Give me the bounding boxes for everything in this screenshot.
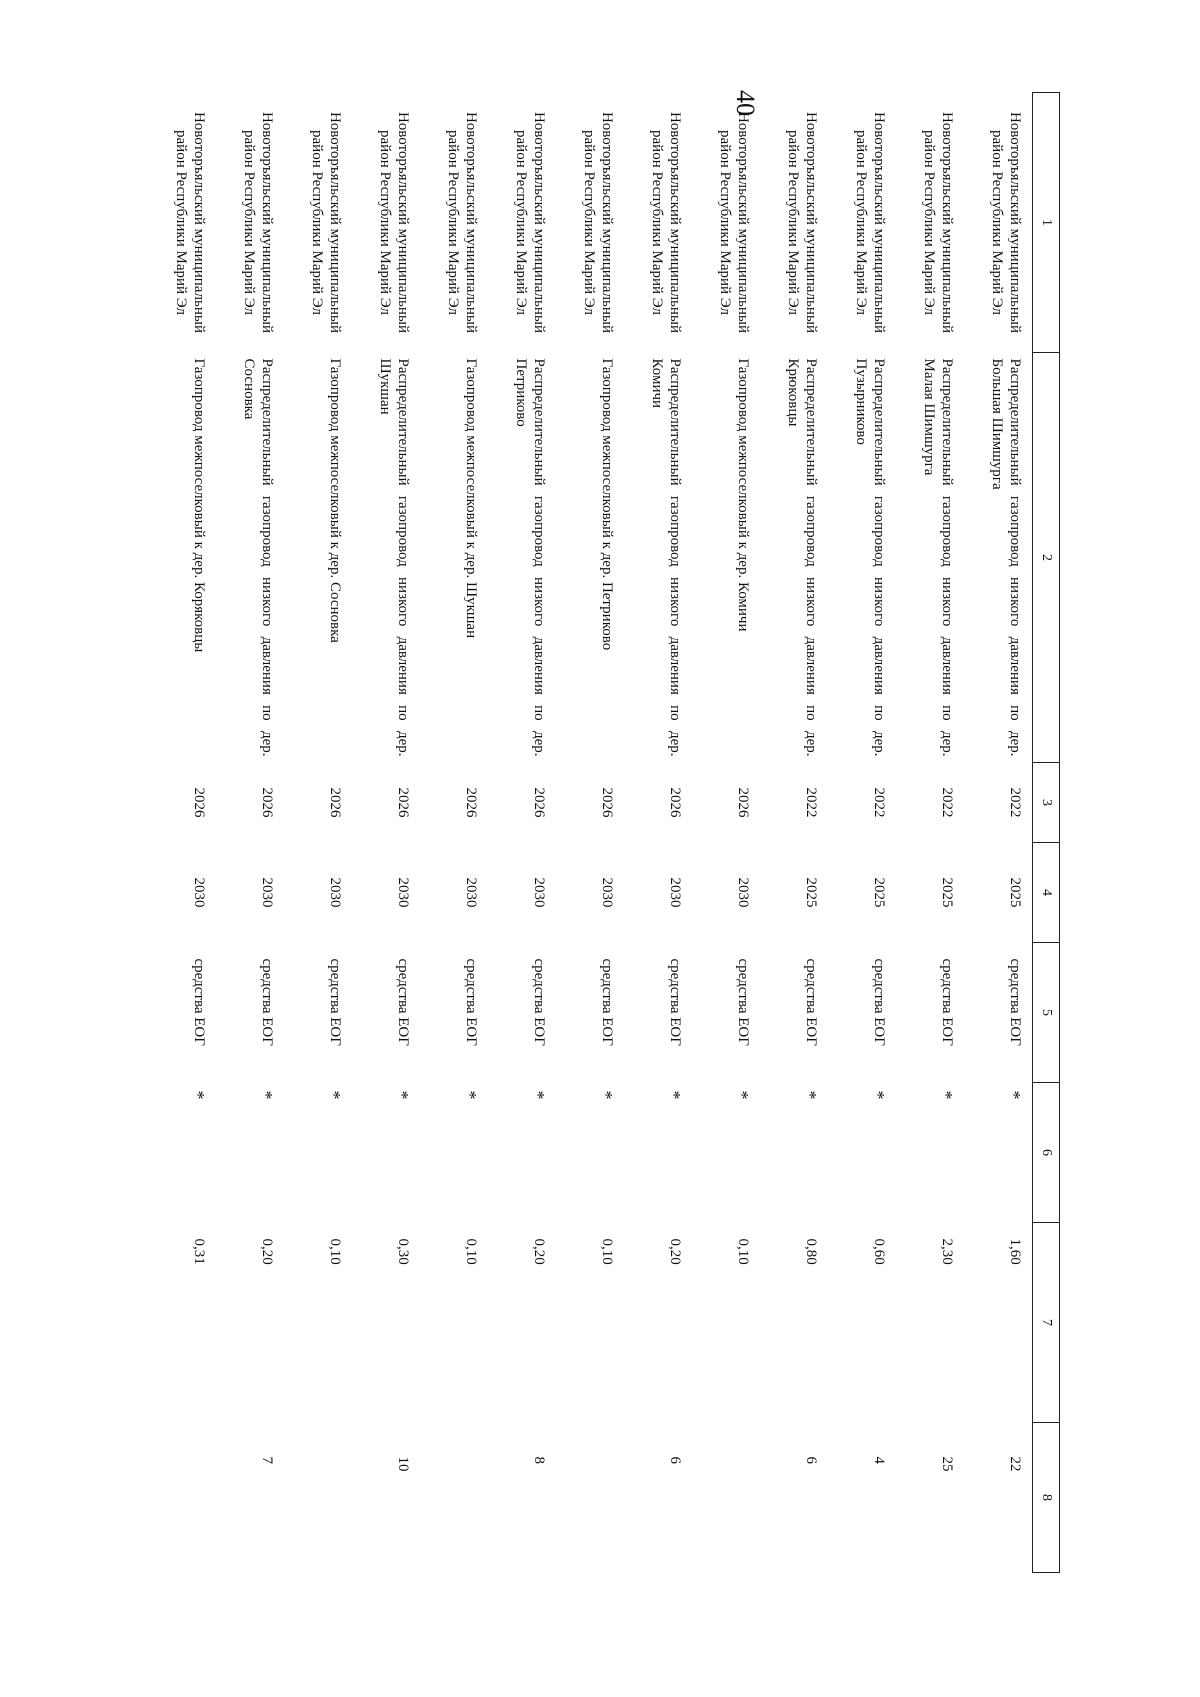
district-cell: Новоторъяльский муниципальный район Республики Марий Эл (853, 111, 887, 334)
length-cell: 0,20 (531, 1238, 547, 1265)
length-cell: 2,30 (939, 1238, 955, 1265)
start-year-cell: 2026 (327, 787, 343, 818)
table-body (148, 93, 1033, 1573)
object-cell: Распределительный газопровод низкого давления по дер. Шукшан (377, 358, 411, 757)
object-cell: Распределительный газопровод низкого давления по дер. Крюковцы (785, 358, 819, 757)
object-cell: Распределительный газопровод низкого давления по дер. Большая Шимшурга (989, 358, 1023, 757)
count-cell: 8 (531, 1456, 547, 1464)
count-cell (556, 1423, 624, 1573)
end-year-cell: 2030 (599, 877, 615, 908)
funding-source-cell: средства ЕОГ (939, 958, 955, 1046)
funding-source-cell: средства ЕОГ (803, 958, 819, 1046)
funding-source-cell: средства ЕОГ (395, 958, 411, 1046)
column-header: 3 (1033, 763, 1060, 843)
table-row (352, 93, 420, 1573)
end-year-cell: 2030 (735, 877, 751, 908)
count-cell (148, 1423, 216, 1573)
object-cell: Распределительный газопровод низкого давления по дер. Петриково (513, 358, 547, 757)
funding-source-cell: средства ЕОГ (599, 958, 615, 1046)
funding-source-cell: средства ЕОГ (463, 958, 479, 1046)
table-row (692, 93, 760, 1573)
district-cell: Новоторъяльский муниципальный район Республики Марий Эл (513, 111, 547, 334)
table-row (828, 93, 896, 1573)
length-cell: 0,31 (191, 1238, 207, 1265)
length-cell: 0,30 (395, 1238, 411, 1265)
table-row (964, 93, 1033, 1573)
column-number-row (1033, 93, 1060, 1573)
length-cell: 0,10 (463, 1238, 479, 1265)
district-cell: Новоторъяльский муниципальный район Республики Марий Эл (445, 111, 479, 334)
count-cell (692, 1423, 760, 1573)
column-header: 8 (1033, 1423, 1060, 1573)
table-row (896, 93, 964, 1573)
start-year-cell: 2022 (803, 787, 819, 818)
mark-cell: * (868, 1090, 888, 1100)
gas-pipeline-table (148, 92, 1060, 1573)
start-year-cell: 2026 (191, 787, 207, 818)
district-cell: Новоторъяльский муниципальный район Республики Марий Эл (241, 111, 275, 334)
table-row (488, 93, 556, 1573)
mark-cell: * (596, 1090, 616, 1100)
end-year-cell: 2025 (803, 877, 819, 908)
start-year-cell: 2026 (599, 787, 615, 818)
end-year-cell: 2030 (191, 877, 207, 908)
object-cell: Распределительный газопровод низкого давления по дер. Пузырниково (853, 358, 887, 757)
column-header: 1 (1033, 93, 1060, 353)
mark-cell: * (528, 1090, 548, 1100)
district-cell: Новоторъяльский муниципальный район Республики Марий Эл (785, 111, 819, 334)
table-row (760, 93, 828, 1573)
start-year-cell: 2026 (735, 787, 751, 818)
mark-cell: * (732, 1090, 752, 1100)
mark-cell: * (664, 1090, 684, 1100)
start-year-cell: 2022 (871, 787, 887, 818)
end-year-cell: 2025 (871, 877, 887, 908)
district-cell: Новоторъяльский муниципальный район Республики Марий Эл (989, 111, 1023, 334)
length-cell: 1,60 (1007, 1238, 1023, 1265)
funding-source-cell: средства ЕОГ (531, 958, 547, 1046)
district-cell: Новоторъяльский муниципальный район Республики Марий Эл (173, 111, 207, 334)
column-header: 5 (1033, 943, 1060, 1083)
mark-cell: * (800, 1090, 820, 1100)
start-year-cell: 2026 (463, 787, 479, 818)
funding-source-cell: средства ЕОГ (667, 958, 683, 1046)
table-row (284, 93, 352, 1573)
length-cell: 0,20 (667, 1238, 683, 1265)
object-cell: Распределительный газопровод низкого давления по дер. Сосновка (241, 358, 275, 757)
object-cell: Распределительный газопровод низкого давления по дер. Малая Шимшурга (921, 358, 955, 757)
column-header: 6 (1033, 1083, 1060, 1223)
mark-cell: * (936, 1090, 956, 1100)
object-cell: Газопровод межпоселковый к дер. Шукшан (463, 358, 479, 639)
length-cell: 0,20 (259, 1238, 275, 1265)
mark-cell: * (256, 1090, 276, 1100)
end-year-cell: 2025 (1007, 877, 1023, 908)
column-header: 7 (1033, 1223, 1060, 1423)
count-cell: 4 (871, 1456, 887, 1464)
funding-source-cell: средства ЕОГ (259, 958, 275, 1046)
column-header: 2 (1033, 353, 1060, 763)
start-year-cell: 2026 (667, 787, 683, 818)
end-year-cell: 2030 (531, 877, 547, 908)
end-year-cell: 2030 (667, 877, 683, 908)
end-year-cell: 2030 (463, 877, 479, 908)
count-cell (420, 1423, 488, 1573)
mark-cell: * (1004, 1090, 1024, 1100)
funding-source-cell: средства ЕОГ (1007, 958, 1023, 1046)
start-year-cell: 2022 (1007, 787, 1023, 818)
funding-source-cell: средства ЕОГ (735, 958, 751, 1046)
district-cell: Новоторъяльский муниципальный район Республики Марий Эл (581, 111, 615, 334)
table-row (624, 93, 692, 1573)
start-year-cell: 2026 (259, 787, 275, 818)
count-cell: 22 (1007, 1456, 1023, 1472)
table-row (420, 93, 488, 1573)
table-row (216, 93, 284, 1573)
start-year-cell: 2026 (395, 787, 411, 818)
page-number: 40 (731, 90, 760, 116)
end-year-cell: 2025 (939, 877, 955, 908)
start-year-cell: 2022 (939, 787, 955, 818)
count-cell: 10 (395, 1456, 411, 1472)
count-cell (284, 1423, 352, 1573)
count-cell: 25 (939, 1456, 955, 1472)
mark-cell: * (324, 1090, 344, 1100)
rotated-table-container (173, 92, 1060, 1572)
length-cell: 0,10 (735, 1238, 751, 1265)
end-year-cell: 2030 (327, 877, 343, 908)
object-cell: Газопровод межпоселковый к дер. Комичи (735, 358, 751, 632)
funding-source-cell: средства ЕОГ (191, 958, 207, 1046)
district-cell: Новоторъяльский муниципальный район Республики Марий Эл (921, 111, 955, 334)
object-cell: Распределительный газопровод низкого давления по дер. Комичи (649, 358, 683, 757)
funding-source-cell: средства ЕОГ (871, 958, 887, 1046)
district-cell: Новоторъяльский муниципальный район Республики Марий Эл (649, 111, 683, 334)
district-cell: Новоторъяльский муниципальный район Республики Марий Эл (717, 111, 751, 334)
count-cell: 6 (803, 1456, 819, 1464)
object-cell: Газопровод межпоселковый к дер. Петриково (599, 358, 615, 651)
start-year-cell: 2026 (531, 787, 547, 818)
object-cell: Газопровод межпоселковый к дер. Сосновка (327, 358, 343, 643)
length-cell: 0,80 (803, 1238, 819, 1265)
table-row (148, 93, 216, 1573)
count-cell: 7 (259, 1456, 275, 1464)
table-row (556, 93, 624, 1573)
funding-source-cell: средства ЕОГ (327, 958, 343, 1046)
length-cell: 0,10 (327, 1238, 343, 1265)
district-cell: Новоторъяльский муниципальный район Республики Марий Эл (377, 111, 411, 334)
length-cell: 0,10 (599, 1238, 615, 1265)
length-cell: 0,60 (871, 1238, 887, 1265)
mark-cell: * (188, 1090, 208, 1100)
end-year-cell: 2030 (395, 877, 411, 908)
object-cell: Газопровод межпоселковый к дер. Коряковцы (191, 358, 207, 653)
column-header: 4 (1033, 843, 1060, 943)
end-year-cell: 2030 (259, 877, 275, 908)
mark-cell: * (460, 1090, 480, 1100)
count-cell: 6 (667, 1456, 683, 1464)
district-cell: Новоторъяльский муниципальный район Республики Марий Эл (309, 111, 343, 334)
mark-cell: * (392, 1090, 412, 1100)
